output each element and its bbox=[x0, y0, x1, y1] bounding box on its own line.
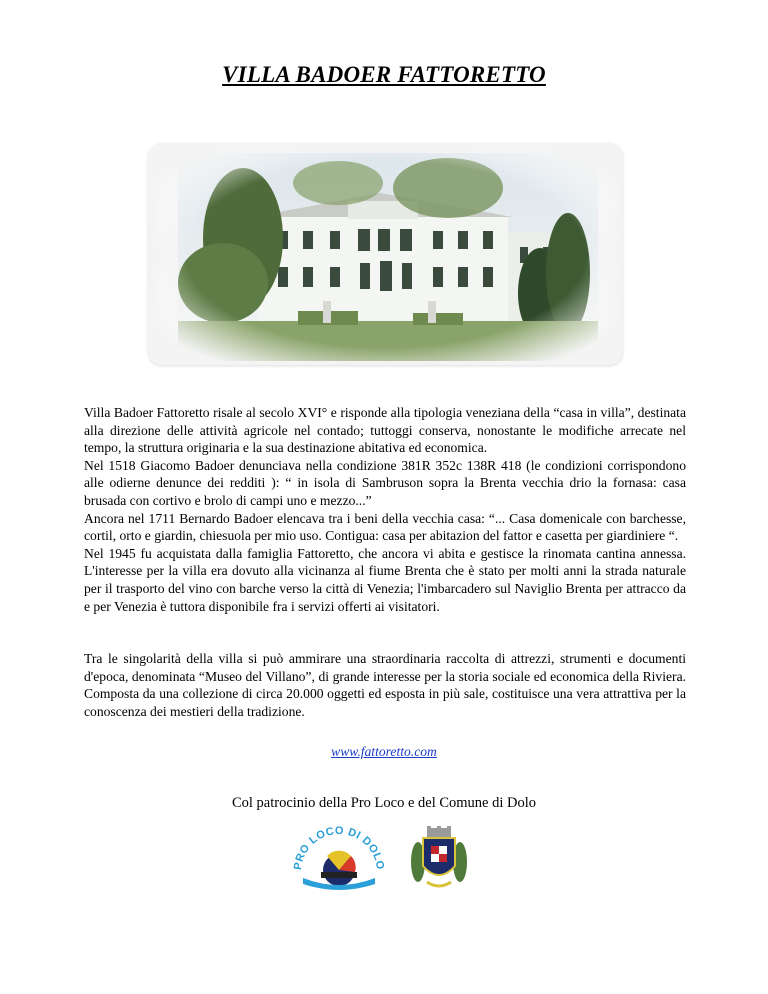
paragraph-line: Nel 1518 Giacomo Badoer denunciava nella condizione 381R 352c 138R 418 (le condizioni corrispondono alle odierne denunce dei redditi ): “ in isola di Sambruson sopra la Brenta vecchia drio la fornasa: casa brusada con cortivo e brolo di campi uno e mezzo...” bbox=[84, 457, 686, 508]
comune-crest bbox=[409, 826, 469, 892]
museum-paragraph bbox=[84, 650, 686, 720]
paragraph-line: Villa Badoer Fattoretto risale al secolo XVI° e risponde alla tipologia veneziana della “casa in villa”, destinata alla direzione delle attività agricole nel contado; tuttoggi conserva, nonostante le modifiche arrecate nel tempo, la struttura originaria e la sua destinazione abitativa ed economica. bbox=[84, 405, 686, 456]
pro-loco-logo-text: PRO LOCO DI DOLO bbox=[291, 826, 387, 871]
paragraph-line: Nel 1945 fu acquistata dalla famiglia Fattoretto, che ancora vi abita e gestisce la rinomata cantina annessa. L'interesse per la villa era dovuto alla vicinanza al fiume Brenta che è stato per molti anni la strada naturale per il trasporto del vino con barche verso la città di Venezia; l'imbarcadero sul Naviglio Brenta per attracco da e per Venezia è tuttora disponibile fra i servizi offerti ai visitatori. bbox=[84, 545, 686, 614]
paragraph-line: Ancora nel 1711 Bernardo Badoer elencava tra i beni della vecchia casa: “... Casa domenicale con barchesse, cortil, orto e giardin, chiesuola per mio uso. Contigua: casa per abitazion del fattor e casetta per giardiniere “. bbox=[84, 510, 686, 544]
pro-loco-logo bbox=[291, 826, 387, 890]
page-title: VILLA BADOER FATTORETTO bbox=[222, 62, 546, 87]
villa-photo-graphic bbox=[148, 143, 623, 365]
history-paragraph bbox=[84, 404, 686, 615]
website-link[interactable]: www.fattoretto.com bbox=[331, 744, 437, 759]
website-link-wrapper bbox=[0, 744, 768, 760]
paragraph-line: Tra le singolarità della villa si può ammirare una straordinaria raccolta di attrezzi, strumenti e documenti d'epoca, denominata “Museo del Villano”, di grande interesse per la storia sociale ed economica della Riviera. Composta da una collezione di circa 20.000 oggetti ed esposta in più sale, costituisce una vera attrattiva per la conoscenza dei mestieri della tradizione. bbox=[84, 651, 686, 719]
patronage-text: Col patrocinio della Pro Loco e del Comune di Dolo bbox=[231, 795, 537, 811]
villa-photo bbox=[148, 143, 623, 365]
